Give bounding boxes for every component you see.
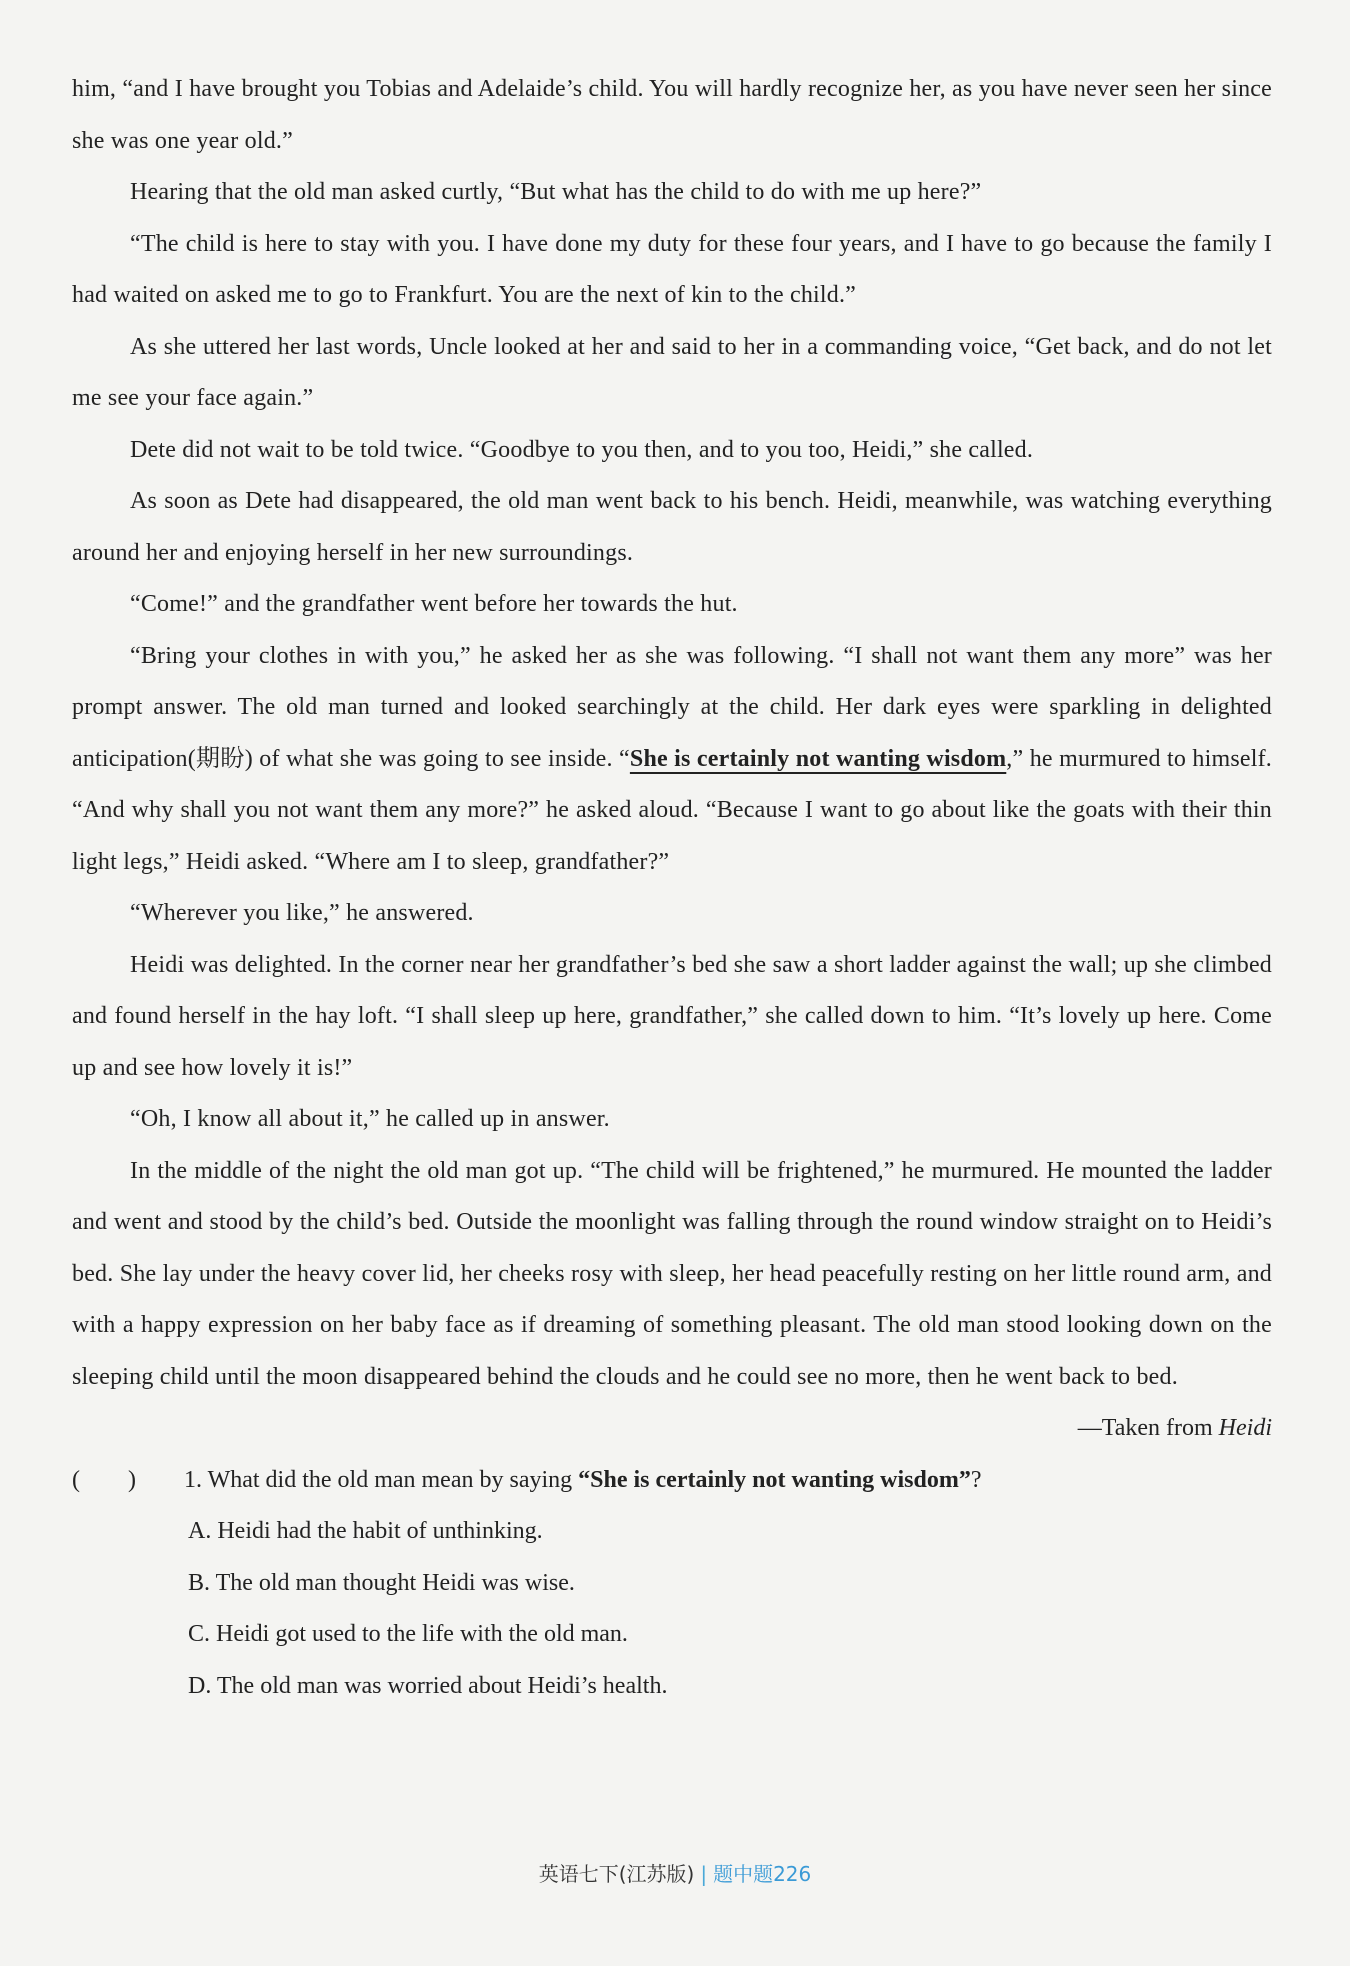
passage-paragraph-10: “Oh, I know all about it,” he called up in answer.: [130, 1106, 610, 1132]
passage-paragraph-4: Dete did not wait to be told twice. “Goodbye to you then, and to you too, Heidi,” she called.: [130, 436, 1034, 463]
page-number: 226: [773, 1862, 812, 1886]
passage-paragraph-11: In the middle of the night the old man got up. “The child will be frightened,” he murmured. He mounted the ladder and went and stood by the child’s bed. Outside the moonlight was falling through the round window straight on to Heidi’s bed. She lay under the heavy cover lid, her cheeks rosy with sleep, her head peacefully resting on her little round arm, and with a happy expression on her baby face as if dreaming of something pleasant. The old man stood looking down on the sleeping child until the moon disappeared behind the clouds and he could see no more, then he went back to bed.: [72, 1157, 1272, 1390]
option-b: B. The old man thought Heidi was wise.: [188, 1569, 575, 1596]
passage-paragraph-6: “Come!” and the grandfather went before her towards the hut.: [130, 591, 738, 617]
footer-book-title: 英语七下(江苏版): [538, 1862, 695, 1886]
highlighted-quote: She is certainly not wanting wisdom: [629, 745, 1007, 772]
option-a: A. Heidi had the habit of unthinking.: [188, 1518, 543, 1544]
question-1: [72, 1455, 1272, 1507]
option-d: D. The old man was worried about Heidi’s health.: [188, 1672, 668, 1699]
footer-brand: 题中题: [713, 1862, 774, 1886]
passage-paragraph-3: As she uttered her last words, Uncle looked at her and said to her in a commanding voice, “Get back, and do not let me see your face again.”: [72, 333, 1272, 411]
paragraph-7-text-after: ,” he murmured to himself. “And why shall you not want them any more?” he asked aloud. “Because I want to go about like the goats with their thin light legs,” Heidi asked. “Where am I to sleep, grandfather?”: [72, 745, 1272, 875]
question-end: ?: [970, 1466, 982, 1493]
question-stem-text: 1. What did the old man mean by saying: [184, 1466, 579, 1493]
footer-separator: |: [700, 1862, 708, 1886]
passage-paragraph-5: As soon as Dete had disappeared, the old man went back to his bench. Heidi, meanwhile, was watching everything around her and enjoying herself in her new surroundings.: [72, 488, 1272, 566]
answer-blank[interactable]: ( ): [72, 1466, 136, 1493]
option-c: C. Heidi got used to the life with the old man.: [188, 1621, 628, 1647]
source-prefix: —Taken from: [1077, 1415, 1219, 1441]
paragraph-7-text-before: “Bring your clothes in with you,” he asked her as she was following. “I shall not want them any more” was her prompt answer. The old man turned and looked searchingly at the child. Her dark eyes were sparkling in delighted anticipation(期盼) of what she was going to see inside. “: [72, 642, 1272, 772]
passage-paragraph-8: “Wherever you like,” he answered.: [130, 900, 474, 926]
question-stem: [184, 1455, 982, 1507]
passage-paragraph-9: Heidi was delighted. In the corner near her grandfather’s bed she saw a short ladder against the wall; up she climbed and found herself in the hay loft. “I shall sleep up here, grandfather,” she called down to him. “It’s lovely up here. Come up and see how lovely it is!”: [72, 951, 1272, 1081]
passage-paragraph-7: [72, 631, 1272, 889]
passage-paragraph-1: Hearing that the old man asked curtly, “But what has the child to do with me up here?”: [130, 179, 982, 205]
question-quote: “She is certainly not wanting wisdom”: [578, 1466, 971, 1493]
passage-paragraph-2: “The child is here to stay with you. I have done my duty for these four years, and I have to go because the family I had waited on asked me to go to Frankfurt. You are the next of kin to the child.”: [72, 230, 1272, 308]
passage-source: [72, 1403, 1272, 1455]
passage-paragraph-0: him, “and I have brought you Tobias and Adelaide’s child. You will hardly recognize her, as you have never seen her since she was one year old.”: [72, 76, 1272, 154]
page-footer: [0, 1858, 1350, 1887]
source-title: Heidi: [1218, 1415, 1272, 1441]
